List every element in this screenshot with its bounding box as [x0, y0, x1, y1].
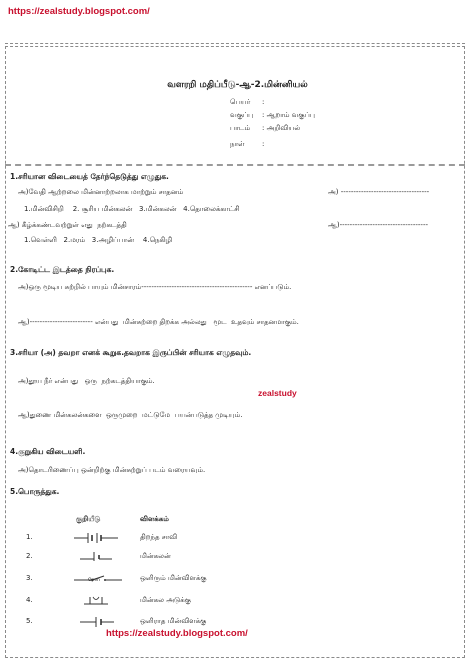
- s1-options-b: 1.வெள்ளி 2.மரம் 3.அழிப்பான் 4.நெகிழி: [24, 236, 173, 244]
- s1-options-a: 1.மின்விசிறி 2. சூரிய மின்கலன் 3.மின்கலன் 4.தொலைக்காட்சி: [24, 205, 240, 213]
- meta-subject-row: பாடம் : அறிவியல்: [230, 124, 301, 132]
- cell-symbol-icon: [70, 548, 126, 562]
- section-5-heading: 5.பொருத்துக.: [10, 487, 60, 496]
- section-1-heading: 1.சரியான விடையைத் தேர்ந்தெடுத்து எழுதுக.: [10, 172, 169, 181]
- match-row-3-number: 3.: [26, 574, 33, 582]
- s3-question-a: அ)தூய நீர் என்பது ஒரு நற்கடத்தியாகும்.: [18, 377, 155, 385]
- worksheet-title: வளரறி மதிப்பீடு-ஆ-2.மின்னியல்: [167, 80, 308, 90]
- section-2-heading: 2.கோடிட்ட இடத்தை நிரப்புக.: [10, 265, 115, 274]
- s2-question-b: ஆ)------------------------- என்பது மின்சுற்றை திறக்க அல்லது மூட உதவும் சாதனமாகும்.: [18, 318, 299, 326]
- s1-answer-b: ஆ)-----------------------------------: [328, 221, 428, 229]
- s4-question-a: அ)தொடரிணைப்பு ஒன்றிற்கு மின்சுற்றுப் படம் வரையவும்.: [18, 466, 206, 474]
- meta-class-row: வகுப்பு : ஆறாம் வகுப்பு: [230, 111, 316, 119]
- match-row-2-number: 2.: [26, 552, 33, 560]
- match-row-2-description: மின்கலன்: [140, 552, 171, 560]
- col-header-symbol: குறியீடு: [76, 515, 101, 523]
- match-row-4-number: 4.: [26, 596, 33, 604]
- meta-date-row: நாள் :: [230, 140, 265, 148]
- match-row-4-description: மின்கல அடுக்கு: [140, 596, 191, 604]
- s1-answer-a: அ) -----------------------------------: [328, 188, 430, 196]
- zealstudy-watermark: zealstudy: [258, 388, 297, 398]
- section-3-heading: 3.சரியா (அ) தவறா எனக் கூறுக.தவறாக இருப்பின் சரியாக எழுதவும்.: [10, 348, 252, 357]
- section-4-heading: 4.குறுகிய விடையளி.: [10, 447, 86, 456]
- match-row-1-number: 1.: [26, 533, 33, 541]
- s1-question-b: ஆ) கீழ்க்கண்டவற்றுள் எது நற்கடத்தி: [8, 221, 127, 229]
- s2-question-a: அ)ஒரு மூடிய சுற்றில் பாயும் மின்சாரம்-------------------------------------------- எனப்படும்.: [18, 283, 292, 291]
- url-bottom[interactable]: https://zealstudy.blogspot.com/: [106, 628, 248, 639]
- col-header-description: விளக்கம்: [140, 515, 169, 523]
- open-switch-label: Open: [88, 578, 101, 583]
- closed-switch-icon: [70, 613, 126, 627]
- meta-name-row: பெயர் :: [230, 98, 265, 106]
- header-divider: [5, 164, 465, 166]
- battery-symbol-icon: [70, 530, 126, 544]
- match-row-5-description: ஒளிராத மின்விளக்கு: [140, 617, 207, 625]
- match-row-5-number: 5.: [26, 617, 33, 625]
- s3-question-b: ஆ)துணை மின்கலன்களை ஒருமுறை மட்டுமே பயன்படுத்த முடியும்.: [18, 411, 243, 419]
- match-row-1-description: திறந்த சாவி: [140, 533, 178, 541]
- s1-question-a: அ)வேதி ஆற்றலை மின்னாற்றலாக மாற்றும் சாதனம்: [18, 188, 184, 196]
- frame-top-rule: [5, 43, 465, 44]
- match-row-3-description: ஒளிரும் மின்விளக்கு: [140, 574, 207, 582]
- bulb-symbol-icon: [70, 592, 126, 606]
- open-switch-icon: [70, 569, 126, 587]
- url-top[interactable]: https://zealstudy.blogspot.com/: [8, 6, 150, 17]
